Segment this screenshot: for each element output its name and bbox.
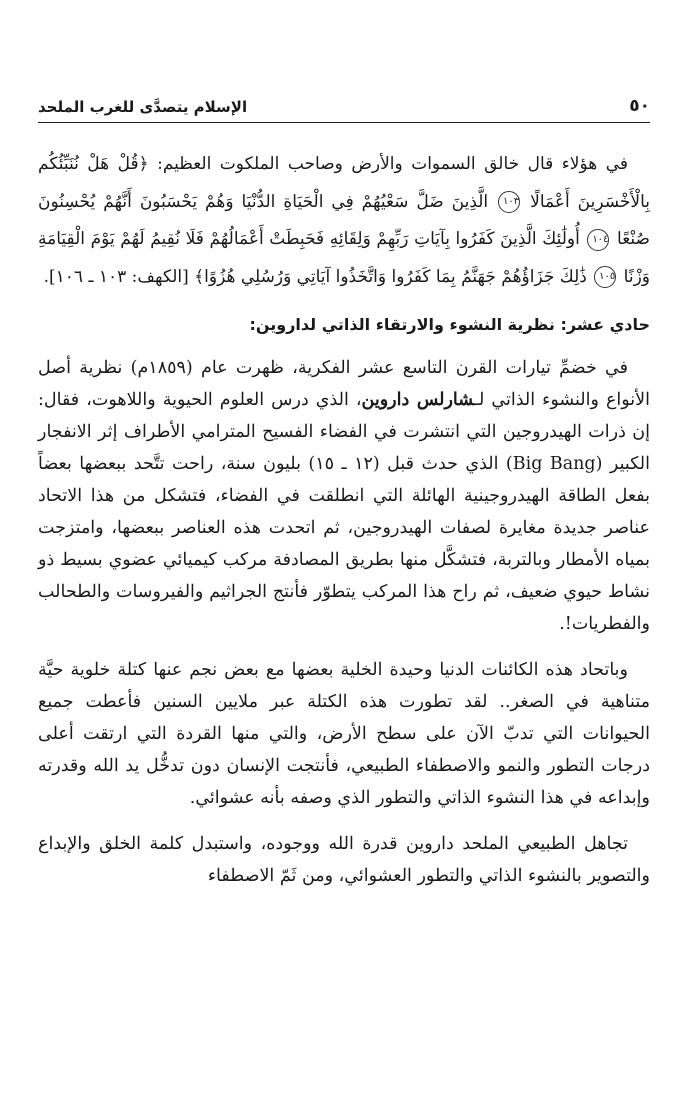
page-header bbox=[38, 86, 650, 123]
ayah-number-marker: ١٠٤ bbox=[587, 229, 609, 251]
ayah-number-marker: ١٠٥ bbox=[594, 266, 616, 288]
section-heading: حادي عشر: نظرية النشوء والارتقاء الذاتي لداروين: bbox=[249, 315, 650, 334]
quran-citation: [الكهف: ١٠٣ ـ ١٠٦]. bbox=[43, 266, 189, 287]
paragraph-text: في خضمِّ تيارات القرن التاسع عشر الفكرية، ظهرت عام (١٨٥٩م) نظرية أصل الأنواع والنشوء الذاتي لـ bbox=[38, 358, 651, 410]
page-body bbox=[38, 146, 650, 892]
person-name: شارلس داروين bbox=[361, 390, 474, 410]
ayah-number-marker: ١٠٣ bbox=[498, 191, 520, 213]
paragraph-text: وباتحاد هذه الكائنات الدنيا وحيدة الخلية بعضها مع بعض نجم عنها كتلة خلوية حيَّة متناهية في الصغر.. لقد تطورت هذه الكتلة عبر ملايين السنين فأعطت جميع الحيوانات التي تدبّ الآن على سطح الأرض، والتي منها القردة التي ارتقت أعلى درجات التطور والنمو والاصطفاء الطبيعي، فأنتجت الإنسان دون تدخُّل يد الله وقدرته وإبداعه في هذا النشوء الذاتي والتطور الذي وصفه بأنه عشوائي. bbox=[38, 660, 650, 808]
page-number: ٥٠ bbox=[629, 96, 650, 116]
paragraph-3 bbox=[38, 828, 650, 892]
quran-segment: أُولَٰئِكَ الَّذِينَ كَفَرُوا بِآيَاتِ رَبِّهِمْ وَلِقَائِهِ فَحَبِطَتْ أَعْمَالُهُمْ فَلَا نُقِيمُ لَهُمْ يَوْمَ الْقِيَامَةِ وَزْنًا bbox=[38, 229, 650, 287]
quran-segment: ذَٰلِكَ جَزَاؤُهُمْ جَهَنَّمُ بِمَا كَفَرُوا وَاتَّخَذُوا آيَاتِي وَرُسُلِي هُزُوًا﴾ bbox=[194, 266, 587, 287]
paragraph-text: تجاهل الطبيعي الملحد داروين قدرة الله ووجوده، واستبدل كلمة الخلق والإبداع والتصوير بالنشوء الذاتي والتطور العشوائي، ومن ثَمّ الاصطفاء bbox=[38, 834, 650, 886]
paragraph-2 bbox=[38, 654, 650, 814]
running-title: الإسلام يتصدَّى للغرب الملحد bbox=[38, 98, 248, 116]
quran-quote-block bbox=[38, 146, 650, 296]
quran-intro: في هؤلاء قال خالق السموات والأرض وصاحب الملكوت العظيم: ﴿قُلْ هَلْ نُنَبِّئُكُم بِالْأَخْسَرِينَ أَعْمَالًا bbox=[38, 154, 651, 212]
paragraph-1 bbox=[38, 352, 650, 640]
quran-segment: الَّذِينَ ضَلَّ سَعْيُهُمْ فِي الْحَيَاةِ الدُّنْيَا وَهُمْ يَحْسَبُونَ أَنَّهُمْ يُحْسِنُونَ صُنْعًا bbox=[38, 191, 650, 249]
paragraph-text: ، الذي درس العلوم الحيوية واللاهوت، فقال: إن ذرات الهيدروجين التي انتشرت في الفضاء الفسيح المترامي الأطراف إثر الانفجار الكبير (Big Bang) الذي حدث قبل (١٢ ـ ١٥) بليون سنة، راحت تتَّحد ببعضها بعضاً بفعل الطاقة الهيدروجينية الهائلة التي انطلقت في الفضاء، فتشكل من هذا الاتحاد عناصر جديدة مغايرة لصفات الهيدروجين، ثم اتحدت هذه العناصر ببعضها، وامتزجت بمياه الأمطار وبالتربة، فتشكَّل منها بطريق المصادفة مركب كيميائي عضوي بسيط ذو نشاط حيوي ضعيف، ثم راح هذا المركب يتطوّر فأنتج الجراثيم والفيروسات والطحالب والفطريات!. bbox=[38, 390, 650, 634]
